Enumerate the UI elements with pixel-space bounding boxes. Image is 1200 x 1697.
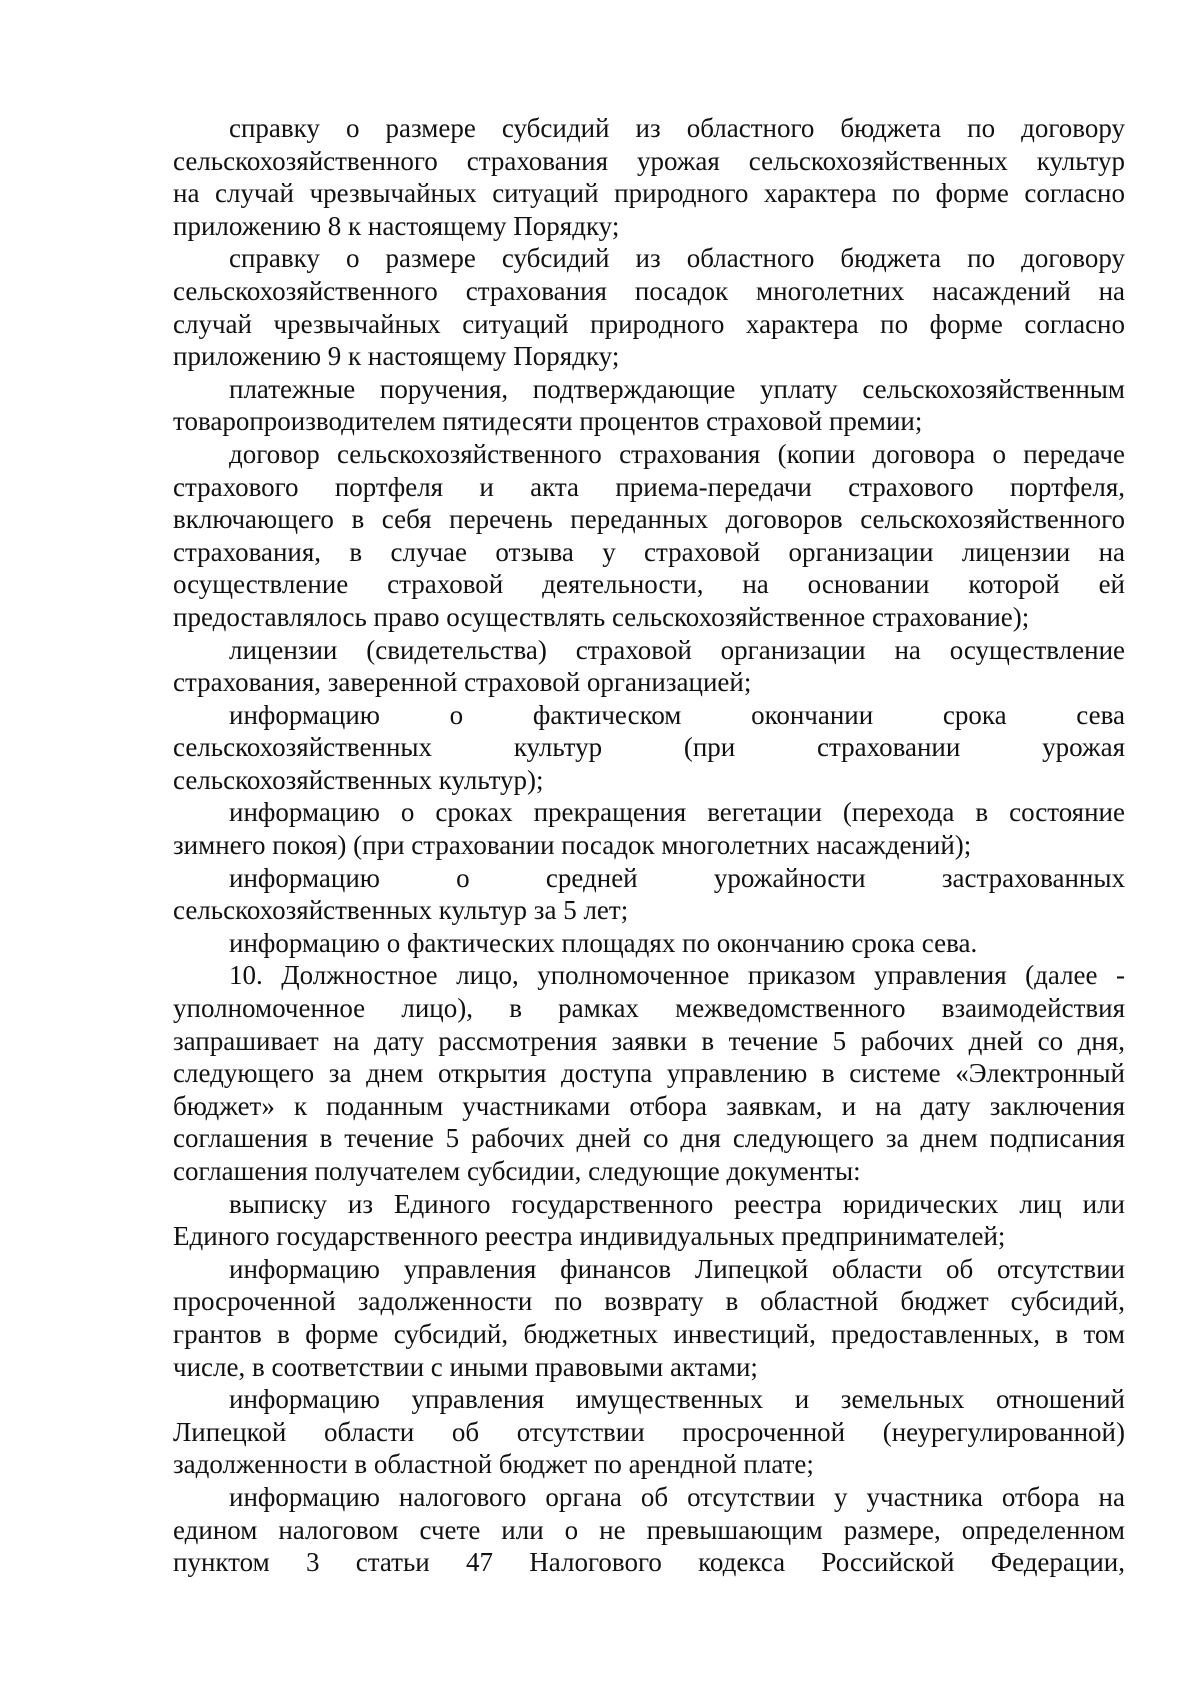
document-body xyxy=(173,112,1125,1579)
paragraph xyxy=(173,1383,1125,1481)
paragraph xyxy=(173,112,1125,242)
text-line: включающего в себя перечень переданных договоров сельскохозяйственного xyxy=(173,504,1125,535)
text-line: зимнего покоя) (при страховании посадок многолетних насаждений); xyxy=(173,830,972,861)
text-line: лицензии (свидетельства) страховой организации на осуществление xyxy=(229,634,1125,665)
text-line: договор сельскохозяйственного страхования (копии договора о передаче xyxy=(229,438,1125,469)
text-line: информацию управления финансов Липецкой области об отсутствии xyxy=(229,1253,1125,1284)
text-line: сельскохозяйственного страхования посадок многолетних насаждений на xyxy=(173,275,1125,306)
text-line: соглашения в течение 5 рабочих дней со дня следующего за днем подписания xyxy=(173,1123,1125,1154)
text-line: сельскохозяйственных культур); xyxy=(173,764,544,795)
paragraph xyxy=(173,1481,1125,1579)
text-line: информацию о фактическом окончании срока сева xyxy=(229,699,1125,730)
text-line: случай чрезвычайных ситуаций природного характера по форме согласно xyxy=(173,308,1125,339)
paragraph xyxy=(173,438,1125,634)
text-line: задолженности в областной бюджет по арендной плате; xyxy=(173,1449,814,1480)
text-line: информацию налогового органа об отсутствии у участника отбора на xyxy=(229,1481,1125,1512)
paragraph xyxy=(173,634,1125,699)
text-line: Единого государственного реестра индивидуальных предпринимателей; xyxy=(173,1221,1006,1252)
text-line: приложению 8 к настоящему Порядку; xyxy=(173,210,620,241)
text-line: товаропроизводителем пятидесяти процентов страховой премии; xyxy=(173,406,923,437)
text-line: 10. Должностное лицо, уполномоченное приказом управления (далее - xyxy=(229,960,1125,991)
text-line: справку о размере субсидий из областного бюджета по договору xyxy=(229,113,1125,143)
text-line: грантов в форме субсидий, бюджетных инвестиций, предоставленных, в том xyxy=(173,1318,1125,1349)
text-line: приложению 9 к настоящему Порядку; xyxy=(173,341,620,372)
text-line: бюджет» к поданным участниками отбора заявкам, и на дату заключения xyxy=(173,1090,1125,1121)
text-line: предоставлялось право осуществлять сельскохозяйственное страхование); xyxy=(173,601,1030,632)
text-line: выписку из Единого государственного реестра юридических лиц или xyxy=(229,1188,1125,1219)
text-line: информацию о фактических площадях по окончанию срока сева. xyxy=(229,927,978,958)
text-line: следующего за днем открытия доступа управлению в системе «Электронный xyxy=(173,1058,1125,1089)
text-line: уполномоченное лицо), в рамках межведомственного взаимодействия xyxy=(173,993,1125,1024)
text-line: пунктом 3 статьи 47 Налогового кодекса Российской Федерации, xyxy=(173,1547,1125,1578)
text-line: запрашивает на дату рассмотрения заявки в течение 5 рабочих дней со дня, xyxy=(173,1025,1125,1056)
text-line: платежные поручения, подтверждающие уплату сельскохозяйственным xyxy=(229,373,1125,404)
text-line: едином налоговом счете или о не превышающим размере, определенном xyxy=(173,1514,1125,1545)
text-line: сельскохозяйственного страхования урожая сельскохозяйственных культур xyxy=(173,145,1125,176)
text-line: Липецкой области об отсутствии просроченной (неурегулированной) xyxy=(173,1416,1125,1447)
text-line: сельскохозяйственных культур (при страховании урожая xyxy=(173,732,1125,763)
paragraph xyxy=(173,699,1125,797)
text-line: страхования, заверенной страховой организацией; xyxy=(173,667,752,698)
text-line: на случай чрезвычайных ситуаций природного характера по форме согласно xyxy=(173,178,1125,209)
paragraph xyxy=(173,1188,1125,1253)
text-line: страхования, в случае отзыва у страховой организации лицензии на xyxy=(173,536,1125,567)
text-line: просроченной задолженности по возврату в областной бюджет субсидий, xyxy=(173,1286,1125,1317)
text-line: соглашения получателем субсидии, следующие документы: xyxy=(173,1156,861,1186)
text-line: числе, в соответствии с иными правовыми актами; xyxy=(173,1351,758,1382)
paragraph xyxy=(173,242,1125,372)
text-line: информацию управления имущественных и земельных отношений xyxy=(229,1384,1125,1415)
text-line: информацию о сроках прекращения вегетации (перехода в состояние xyxy=(229,797,1125,828)
paragraph xyxy=(173,959,1125,1187)
paragraph xyxy=(173,796,1125,861)
paragraph xyxy=(173,862,1125,927)
text-line: информацию о средней урожайности застрахованных xyxy=(229,862,1125,893)
text-line: страхового портфеля и акта приема-передачи страхового портфеля, xyxy=(173,471,1125,502)
text-line: справку о размере субсидий из областного бюджета по договору xyxy=(229,243,1125,274)
paragraph xyxy=(173,927,1125,960)
text-line: осуществление страховой деятельности, на основании которой ей xyxy=(173,569,1125,600)
text-line: сельскохозяйственных культур за 5 лет; xyxy=(173,895,629,926)
paragraph xyxy=(173,1253,1125,1383)
paragraph xyxy=(173,373,1125,438)
